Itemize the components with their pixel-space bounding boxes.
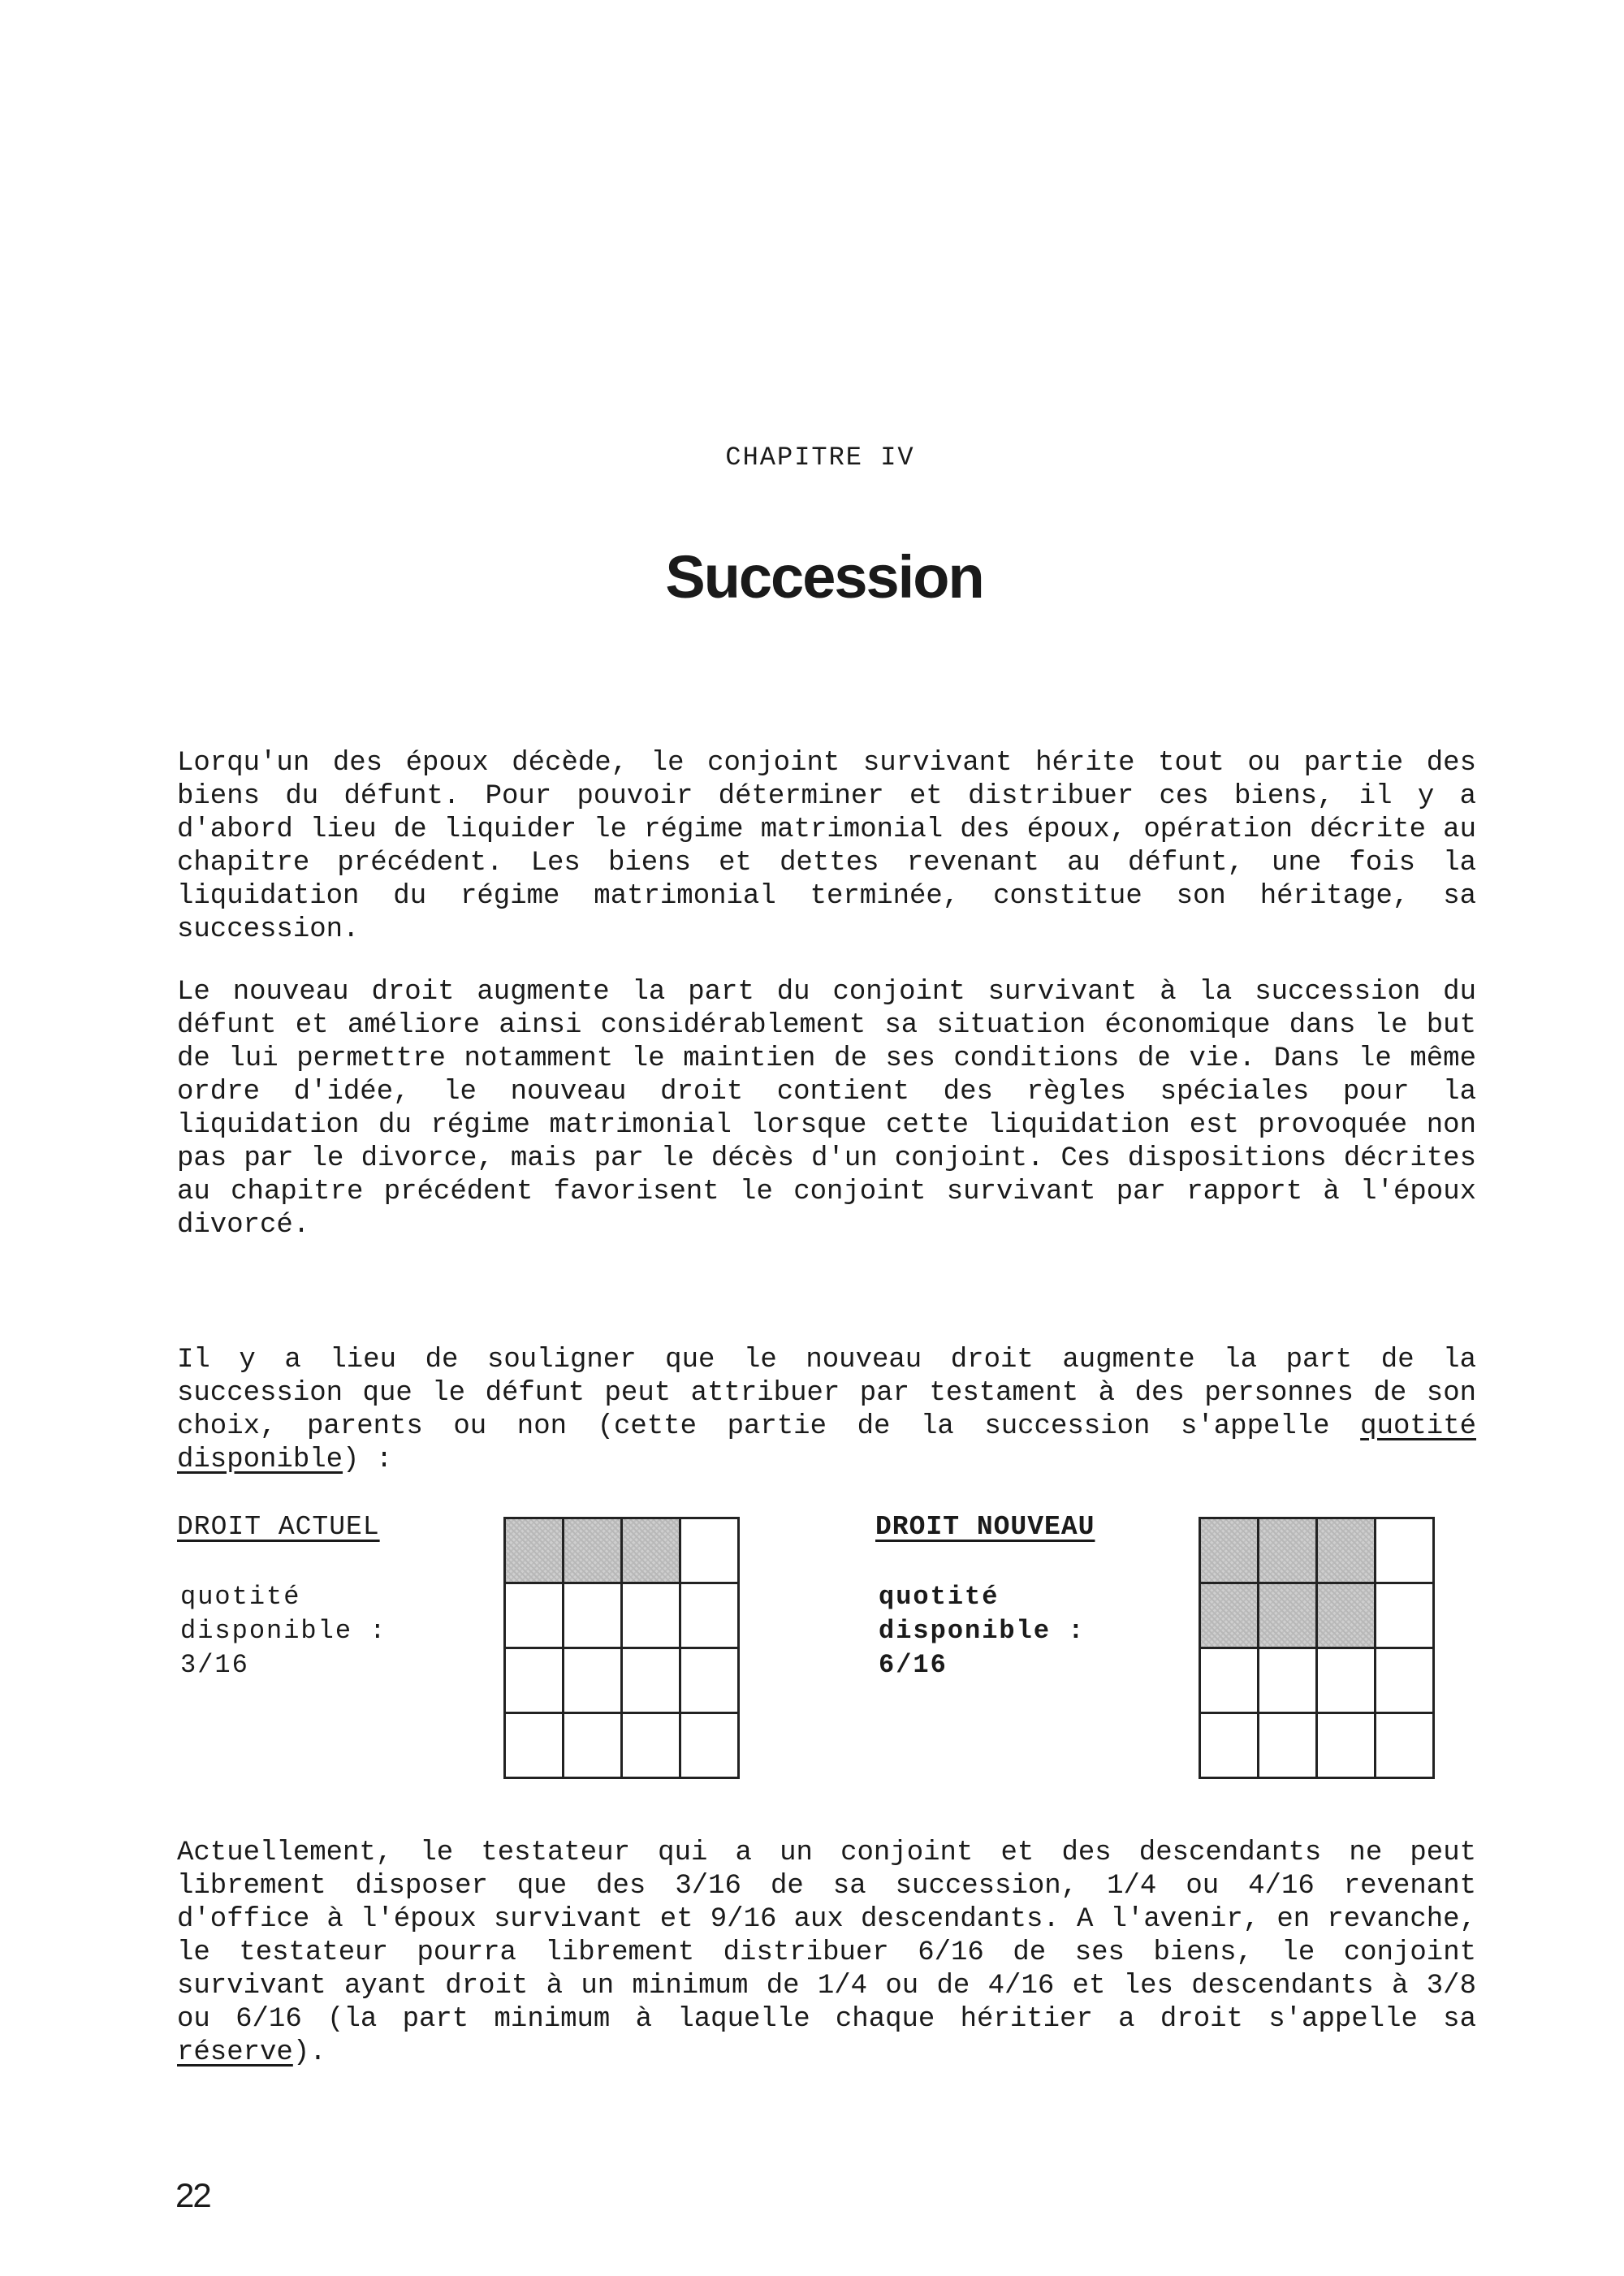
- grid-cell-shaded: [1318, 1584, 1376, 1649]
- grid-cell: [564, 1584, 623, 1649]
- quotite-actuel-line1: quotité: [180, 1582, 301, 1612]
- grid-cell-shaded: [564, 1519, 623, 1584]
- grid-cell: [623, 1714, 681, 1779]
- grid-cell: [506, 1649, 564, 1714]
- grid-droit-actuel: [503, 1517, 740, 1779]
- grid-cell: [506, 1584, 564, 1649]
- grid-cell-shaded: [1259, 1519, 1318, 1584]
- grid-cell: [1201, 1649, 1259, 1714]
- term-quotite-disponible: quotité disponible: [177, 1411, 1476, 1475]
- grid-cell-shaded: [1201, 1519, 1259, 1584]
- quotite-nouveau-value: 6/16: [879, 1650, 948, 1680]
- chapter-label: CHAPITRE IV: [725, 443, 915, 473]
- paragraph-quotite: [177, 1344, 1476, 1477]
- grid-cell: [681, 1649, 740, 1714]
- grid-cell-shaded: [1259, 1584, 1318, 1649]
- grid-cell: [1259, 1649, 1318, 1714]
- grid-cell: [681, 1519, 740, 1584]
- grid-cell-shaded: [506, 1519, 564, 1584]
- term-reserve: réserve: [177, 2037, 293, 2068]
- paragraph-intro: Lorqu'un des époux décède, le conjoint survivant hérite tout ou partie des biens du défunt. Pour pouvoir déterminer et distribuer ces biens, il y a d'abord lieu de liquider le régime matrimonial des époux, opération décrite au chapitre précédent. Les biens et dettes revenant au défunt, une fois la liquidation du régime matrimonial terminée, constitue son héritage, sa succession.: [177, 748, 1476, 945]
- heading-droit-nouveau: DROIT NOUVEAU: [875, 1512, 1095, 1542]
- quotite-actuel-value: 3/16: [180, 1650, 249, 1680]
- grid-cell: [1259, 1714, 1318, 1779]
- paragraph-new-law: Le nouveau droit augmente la part du conjoint survivant à la succession du défunt et améliore ainsi considérablement sa situation économique dans le but de lui permettre notamment le maintien de ses conditions de vie. Dans le même ordre d'idée, le nouveau droit contient des règles spéciales pour la liquidation du régime matrimonial lorsque cette liquidation est provoquée non pas par le divorce, mais par le décès d'un conjoint. Ces dispositions décrites au chapitre précédent favorisent le conjoint survivant par rapport à l'époux divorcé.: [177, 977, 1476, 1241]
- heading-droit-actuel: DROIT ACTUEL: [177, 1512, 380, 1542]
- paragraph-quotite-start: Il y a lieu de souligner que le nouveau droit augmente la part de la succession que le défunt peut attribuer par testament à des personnes de son choix, parents ou non (cette partie de la succession s'appelle: [177, 1345, 1476, 1442]
- grid-cell: [506, 1714, 564, 1779]
- grid-cell: [1376, 1584, 1435, 1649]
- chapter-title: Succession: [665, 543, 983, 611]
- paragraph-testateur-end: ).: [292, 2037, 326, 2068]
- grid-cell-shaded: [623, 1519, 681, 1584]
- grid-cell: [564, 1714, 623, 1779]
- paragraph-testateur-start: Actuellement, le testateur qui a un conjoint et des descendants ne peut librement disposer que des 3/16 de sa succession, 1/4 ou 4/16 revenant d'office à l'époux survivant et 9/16 aux descendants. A l'avenir, en revanche, le testateur pourra librement distribuer 6/16 de ses biens, le conjoint survivant ayant droit à un minimum de 1/4 ou de 4/16 et les descendants à 3/8 ou 6/16 (la part minimum à laquelle chaque héritier a droit s'appelle sa: [177, 1838, 1476, 2035]
- paragraph-testateur: [177, 1837, 1476, 2070]
- grid-cell-shaded: [1201, 1584, 1259, 1649]
- quotite-actuel-line2: disponible :: [180, 1616, 387, 1646]
- grid-cell: [1376, 1714, 1435, 1779]
- quotite-nouveau-line1: quotité: [879, 1582, 1000, 1612]
- grid-cell: [1376, 1519, 1435, 1584]
- paragraph-quotite-end: ) :: [343, 1445, 393, 1475]
- grid-cell: [1201, 1714, 1259, 1779]
- quotite-nouveau-label: [879, 1580, 1085, 1682]
- grid-cell: [1318, 1714, 1376, 1779]
- quotite-nouveau-line2: disponible :: [879, 1616, 1086, 1646]
- grid-cell: [1376, 1649, 1435, 1714]
- grid-cell: [681, 1714, 740, 1779]
- grid-cell: [623, 1584, 681, 1649]
- grid-cell: [1318, 1649, 1376, 1714]
- quotite-actuel-label: [180, 1580, 387, 1682]
- grid-droit-nouveau: [1199, 1517, 1435, 1779]
- grid-cell: [564, 1649, 623, 1714]
- page-number: 22: [175, 2176, 210, 2214]
- grid-cell-shaded: [1318, 1519, 1376, 1584]
- grid-cell: [681, 1584, 740, 1649]
- grid-cell: [623, 1649, 681, 1714]
